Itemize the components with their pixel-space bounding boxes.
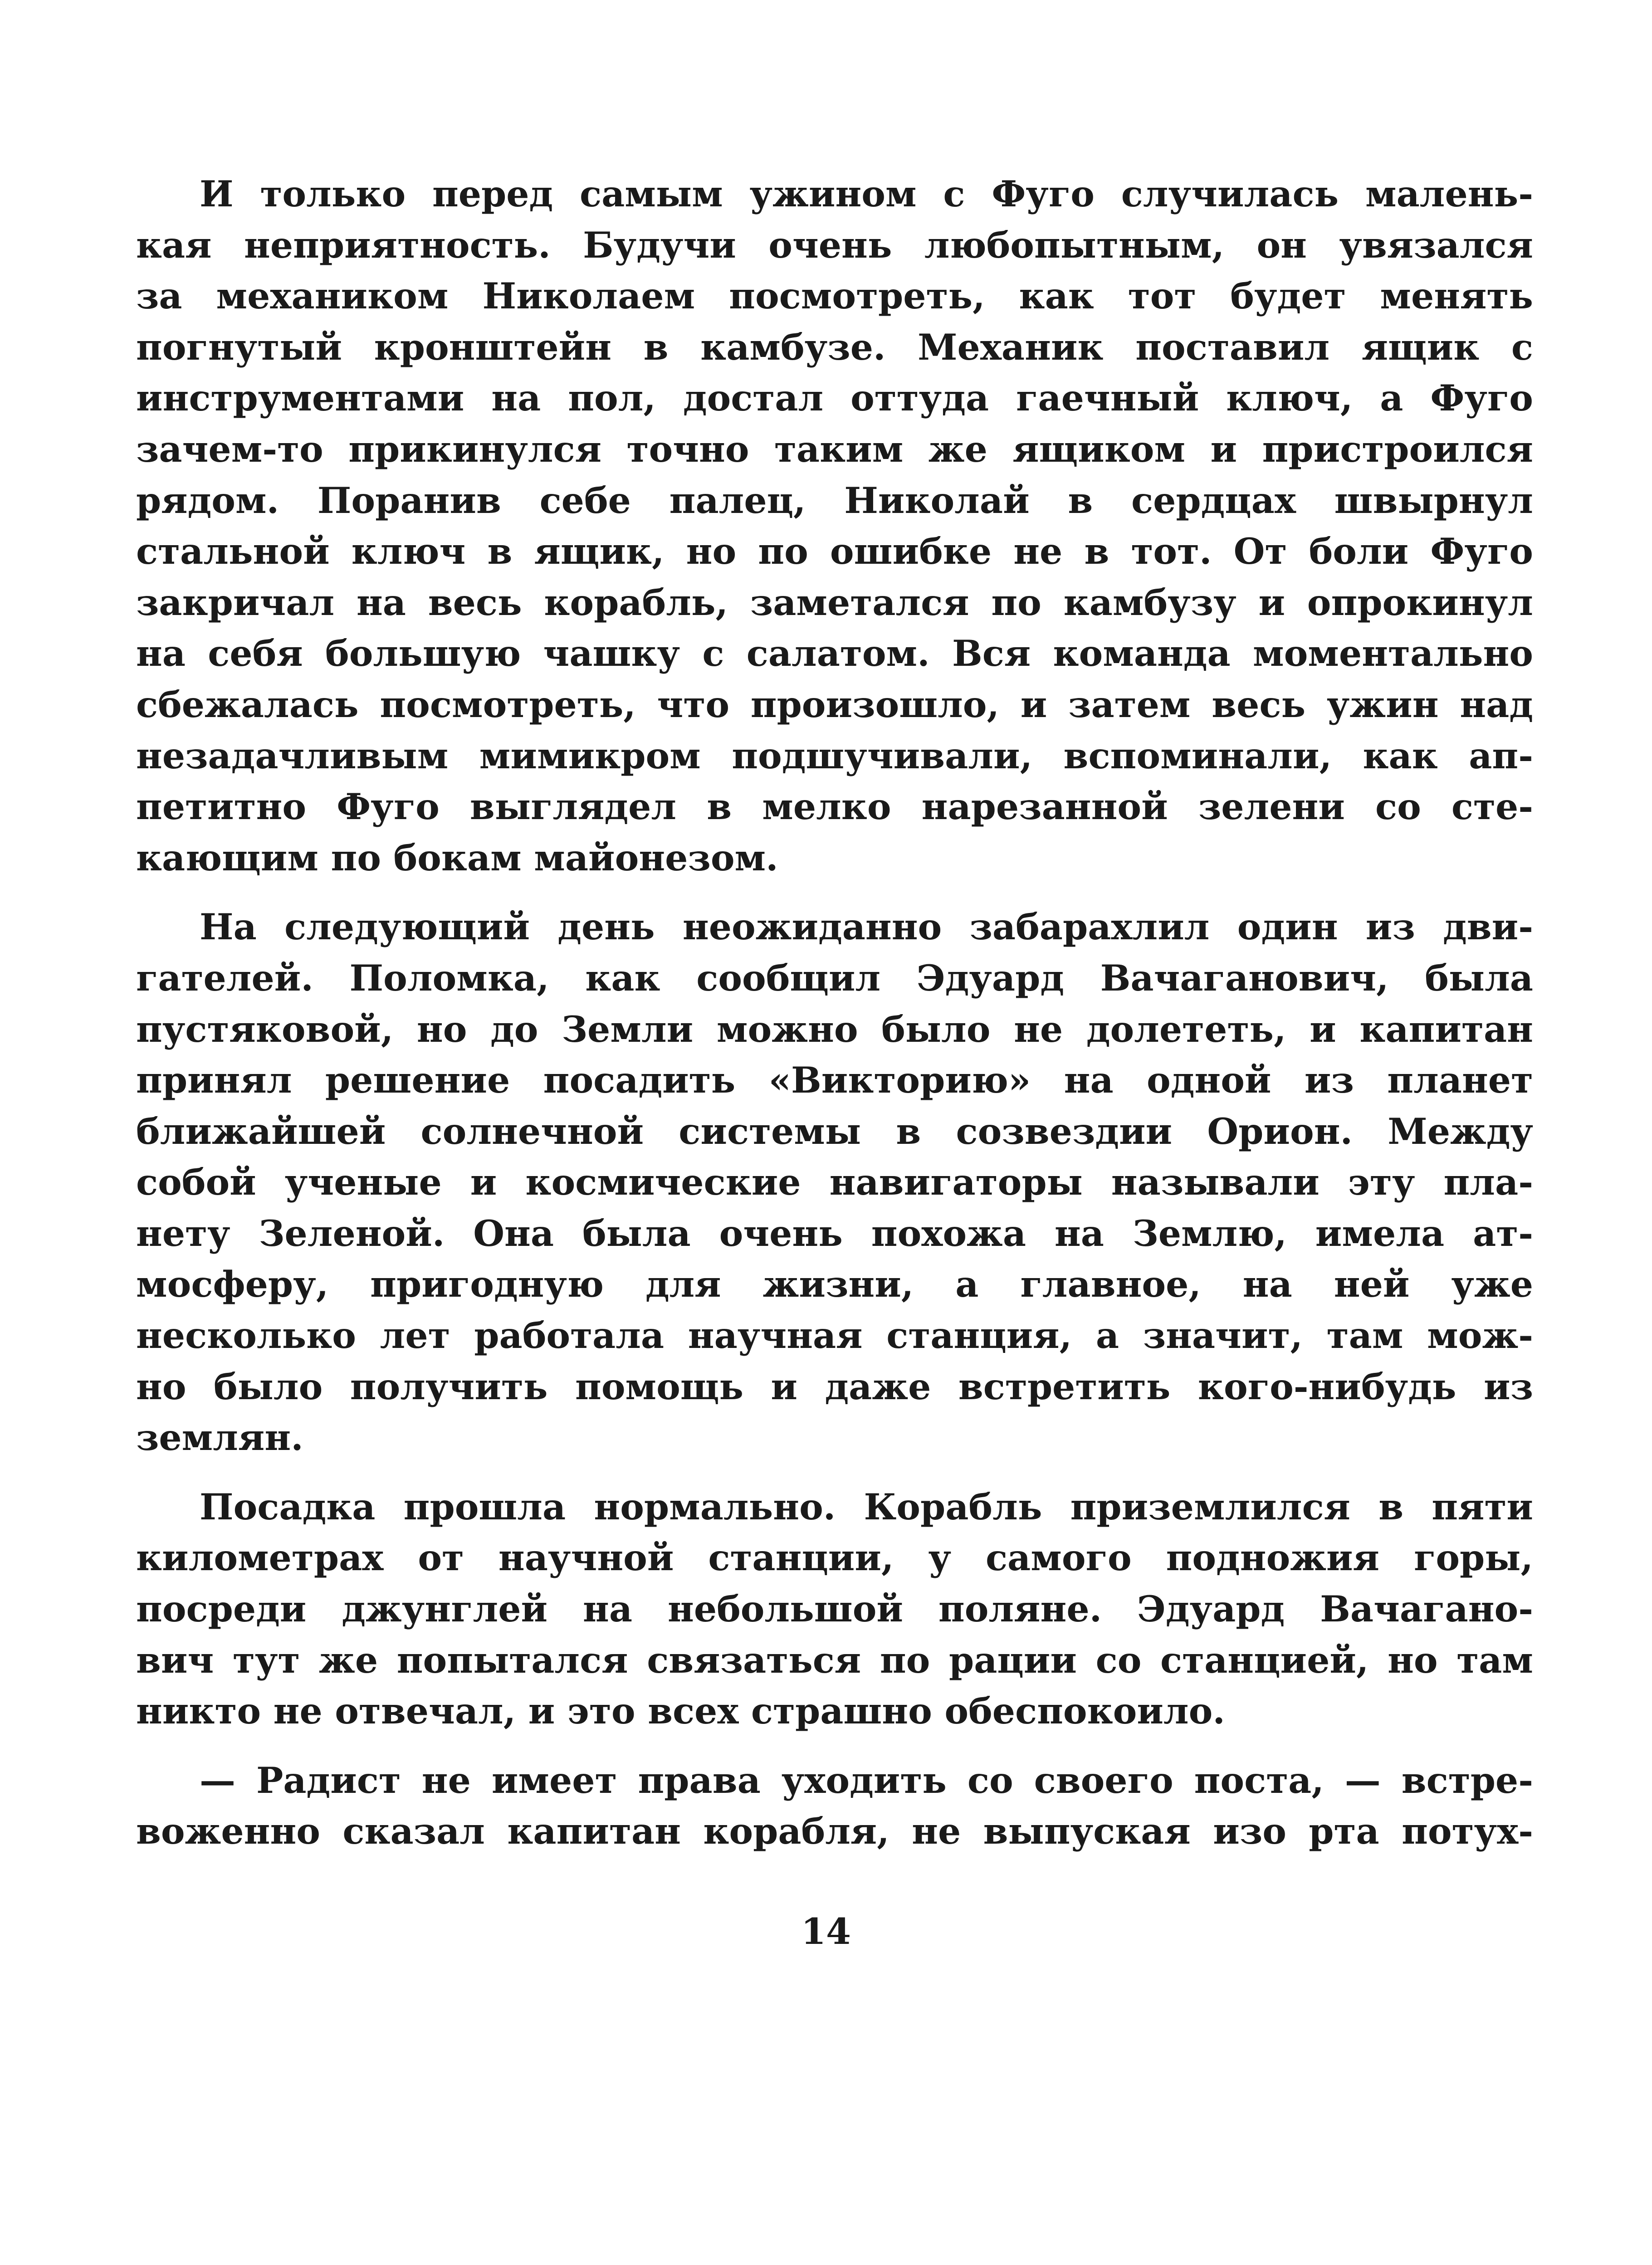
text-line: мосферу, пригодную для жизни, а главное, на ней уже	[136, 1263, 1533, 1306]
paragraph-gap	[136, 1737, 1533, 1755]
text-line: — Радист не имеет права уходить со своего поста, — встре-	[200, 1759, 1533, 1801]
text-line: за механиком Николаем посмотреть, как тот будет менять	[136, 275, 1533, 317]
paragraph	[136, 169, 1533, 884]
text-line: несколько лет работала научная станция, а значит, там мож-	[136, 1314, 1533, 1357]
text-line: землян.	[136, 1416, 303, 1459]
text-line: воженно сказал капитан корабля, не выпуская изо рта потух-	[136, 1810, 1533, 1853]
text-line: закричал на весь корабль, заметался по камбузу и опрокинул	[136, 581, 1533, 624]
paragraph	[136, 902, 1533, 1464]
text-line: стальной ключ в ящик, но по ошибке не в тот. От боли Фуго	[136, 530, 1533, 573]
text-line: сбежалась посмотреть, что произошло, и затем весь ужин над	[136, 683, 1533, 726]
paragraph	[136, 1755, 1533, 1857]
paragraph-gap	[136, 884, 1533, 902]
text-line: на себя большую чашку с салатом. Вся команда моментально	[136, 632, 1533, 675]
text-line: незадачливым мимикром подшучивали, вспоминали, как ап-	[136, 734, 1533, 777]
text-line: нету Зеленой. Она была очень похожа на Землю, имела ат-	[136, 1212, 1533, 1255]
text-line: На следующий день неожиданно забарахлил один из дви-	[200, 906, 1533, 948]
text-line: гателей. Поломка, как сообщил Эдуард Вачаганович, была	[136, 957, 1533, 999]
text-line: И только перед самым ужином с Фуго случилась малень-	[200, 173, 1533, 215]
text-line: ближайшей солнечной системы в созвездии Орион. Между	[136, 1110, 1533, 1152]
text-line: кая неприятность. Будучи очень любопытным, он увязался	[136, 224, 1533, 266]
text-line: зачем-то прикинулся точно таким же ящиком и пристроился	[136, 428, 1533, 470]
text-line: Посадка прошла нормально. Корабль приземлился в пяти	[200, 1485, 1533, 1528]
page-number: 14	[801, 1910, 851, 1953]
text-line: километрах от научной станции, у самого подножия горы,	[136, 1537, 1533, 1579]
text-line: никто не отвечал, и это всех страшно обеспокоило.	[136, 1690, 1225, 1733]
text-line: инструментами на пол, достал оттуда гаечный ключ, а Фуго	[136, 377, 1533, 420]
text-line: кающим по бокам майонезом.	[136, 836, 778, 879]
text-line: погнутый кронштейн в камбузе. Механик поставил ящик с	[136, 326, 1533, 368]
text-line: собой ученые и космические навигаторы называли эту пла-	[136, 1161, 1533, 1204]
page-text	[136, 169, 1533, 1857]
paragraph-gap	[136, 1464, 1533, 1482]
text-line: принял решение посадить «Викторию» на одной из планет	[136, 1059, 1533, 1102]
text-line: рядом. Поранив себе палец, Николай в сердцах швырнул	[136, 479, 1533, 522]
text-line: вич тут же попытался связаться по рации со станцией, но там	[136, 1639, 1533, 1681]
text-line: посреди джунглей на небольшой поляне. Эдуард Вачагано-	[136, 1588, 1533, 1630]
text-line: петитно Фуго выглядел в мелко нарезанной зелени со сте-	[136, 786, 1533, 828]
text-line: но было получить помощь и даже встретить кого-нибудь из	[136, 1365, 1533, 1408]
text-line: пустяковой, но до Земли можно было не долететь, и капитан	[136, 1008, 1533, 1050]
paragraph	[136, 1482, 1533, 1737]
